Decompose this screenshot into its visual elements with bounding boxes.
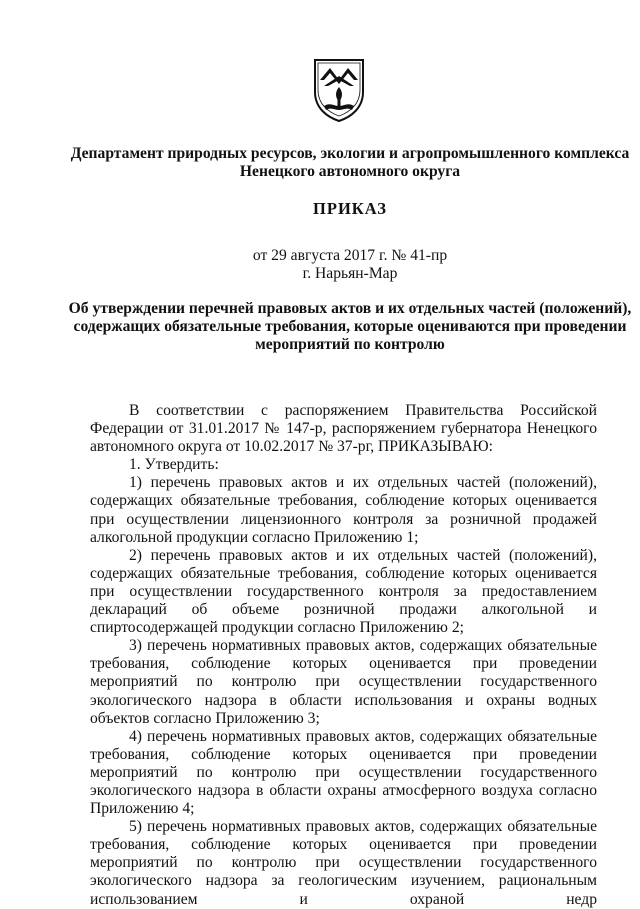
order-body: [90, 402, 597, 909]
order-title: ПРИКАЗ: [313, 199, 387, 218]
order-subject: Об утверждении перечней правовых актов и их отдельных частей (положений), содержащих обязательные требования, которые оцениваются при проведении мероприятий по контролю: [68, 300, 632, 353]
list-item-1: 1) перечень правовых актов и их отдельных частей (положений), содержащих обязательные требования, соблюдение которых оценивается при осуществлении лицензионного контроля за розничной продажей алкогольной продукции согласно Приложению 1;: [90, 474, 597, 546]
clause-paragraph: 1. Утвердить:: [129, 456, 219, 474]
list-item-4: 4) перечень нормативных правовых актов, содержащих обязательные требования, соблюдение которых оценивается при проведении мероприятий по контролю при осуществлении государственного экологического надзора в области охраны атмосферного воздуха согласно Приложению 4;: [90, 727, 597, 818]
order-date-block: [60, 247, 640, 282]
department-heading: Департамент природных ресурсов, экологии и агропромышленного комплекса Ненецкого автономного округа: [70, 145, 630, 180]
coat-of-arms-icon: [310, 56, 368, 124]
list-item-3: 3) перечень нормативных правовых актов, содержащих обязательные требования, соблюдение которых оценивается при проведении мероприятий по контролю при осуществлении государственного экологического надзора в области использования и охраны водных объектов согласно Приложению 3;: [90, 637, 597, 727]
list-item-5: 5) перечень нормативных правовых актов, содержащих обязательные требования, соблюдение которых оценивается при проведении мероприятий по контролю при осуществлении государственного экологического надзора за геологическим изучением, рациональным использованием и охраной недр: [90, 818, 597, 908]
list-item-2: 2) перечень правовых актов и их отдельных частей (положений), содержащих обязательные требования, соблюдение которых оценивается при осуществлении государственного контроля за предоставлением деклараций об объеме розничной продажи алкогольной и спиртосодержащей продукции согласно Приложению 2;: [90, 546, 597, 637]
preamble-paragraph: В соответствии с распоряжением Правительства Российской Федерации от 31.01.2017 № 147-р, распоряжением губернатора Ненецкого автономного округа от 10.02.2017 № 37-рг, ПРИКАЗЫВАЮ:: [90, 402, 597, 456]
order-place: г. Нарьян-Мар: [302, 264, 398, 282]
order-date-number: от 29 августа 2017 г. № 41-пр: [252, 247, 448, 264]
